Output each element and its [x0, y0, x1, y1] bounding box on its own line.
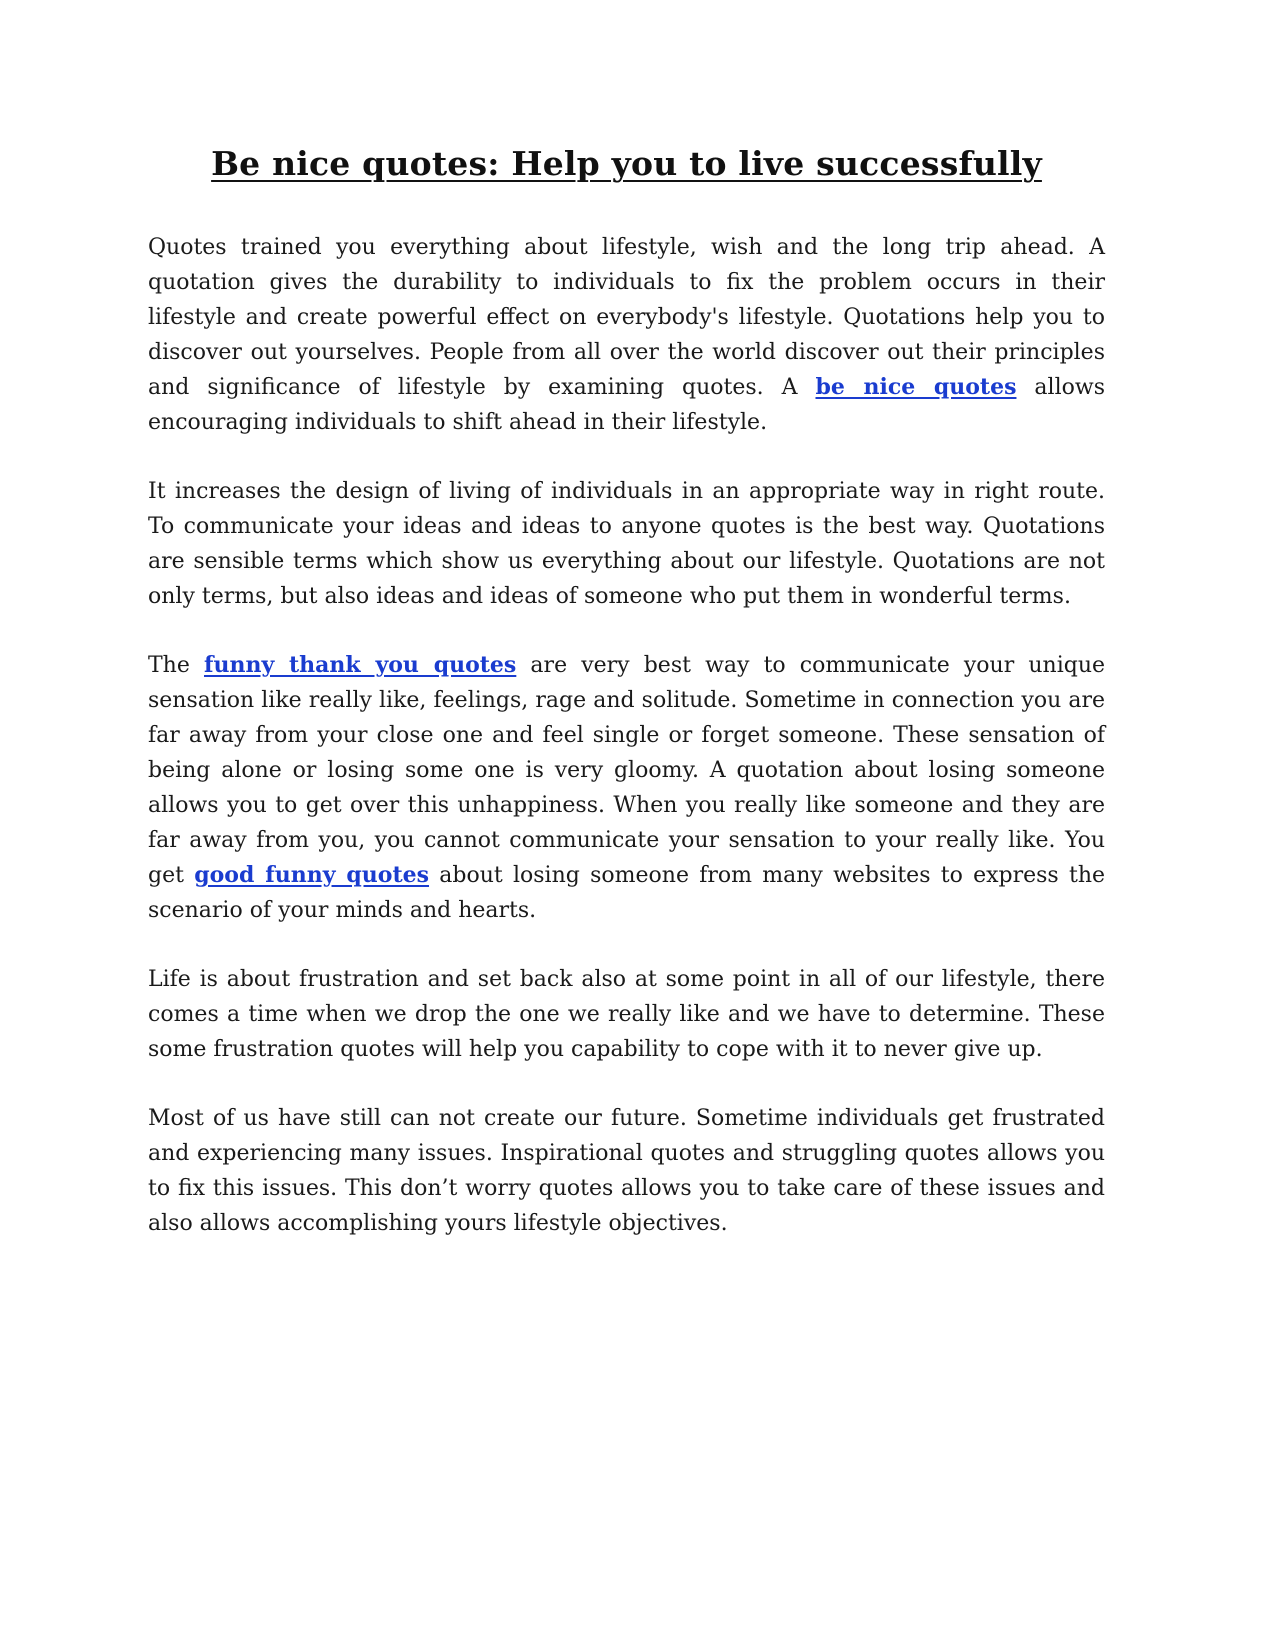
- funny-thank-you-quotes-link[interactable]: funny thank you quotes: [204, 652, 517, 678]
- paragraph-2: It increases the design of living of individuals in an appropriate way in right route. To communicate your ideas and ideas to anyone quotes is the best way. Quotations are sensible terms which show us everything about our lifestyle. Quotations are not only terms, but also ideas and ideas of someone who put them in wonderful terms.: [148, 479, 1105, 609]
- paragraph-1: [148, 230, 1105, 440]
- paragraph-1-text-a: Quotes trained you everything about lifestyle, wish and the long trip ahead. A quotation gives the durability to individuals to fix the problem occurs in their lifestyle and create powerful effect on everybody's lifestyle. Quotations help you to discover out yourselves. People from all over the world discover out their principles and significance of lifestyle by examining quotes. A: [148, 235, 1105, 400]
- page-title: Be nice quotes: Help you to live successfully: [211, 144, 1042, 183]
- paragraph-3-text-c: about losing someone from many websites to express the scenario of your minds and hearts.: [148, 863, 1106, 923]
- paragraph-3-text-a: The: [148, 653, 204, 678]
- paragraph-4: Life is about frustration and set back also at some point in all of our lifestyle, there comes a time when we drop the one we really like and we have to determine. These some frustration quotes will help you capability to cope with it to never give up.: [148, 967, 1105, 1062]
- paragraph-3: [148, 648, 1105, 928]
- good-funny-quotes-link[interactable]: good funny quotes: [194, 862, 430, 888]
- paragraph-1-text-b: allows encouraging individuals to shift ahead in their lifestyle.: [148, 375, 1105, 435]
- paragraph-3-text-b: are very best way to communicate your unique sensation like really like, feelings, rage and solitude. Sometime in connection you are far away from your close one and feel single or forget someone. These sensation of being alone or losing some one is very gloomy. A quotation about losing someone allows you to get over this unhappiness. When you really like someone and they are far away from you, you cannot communicate your sensation to your really like. You get: [148, 653, 1106, 888]
- be-nice-quotes-link[interactable]: be nice quotes: [815, 374, 1017, 400]
- paragraph-5: Most of us have still can not create our future. Sometime individuals get frustrated and experiencing many issues. Inspirational quotes and struggling quotes allows you to fix this issues. This don’t worry quotes allows you to take care of these issues and also allows accomplishing yours lifestyle objectives.: [148, 1106, 1105, 1236]
